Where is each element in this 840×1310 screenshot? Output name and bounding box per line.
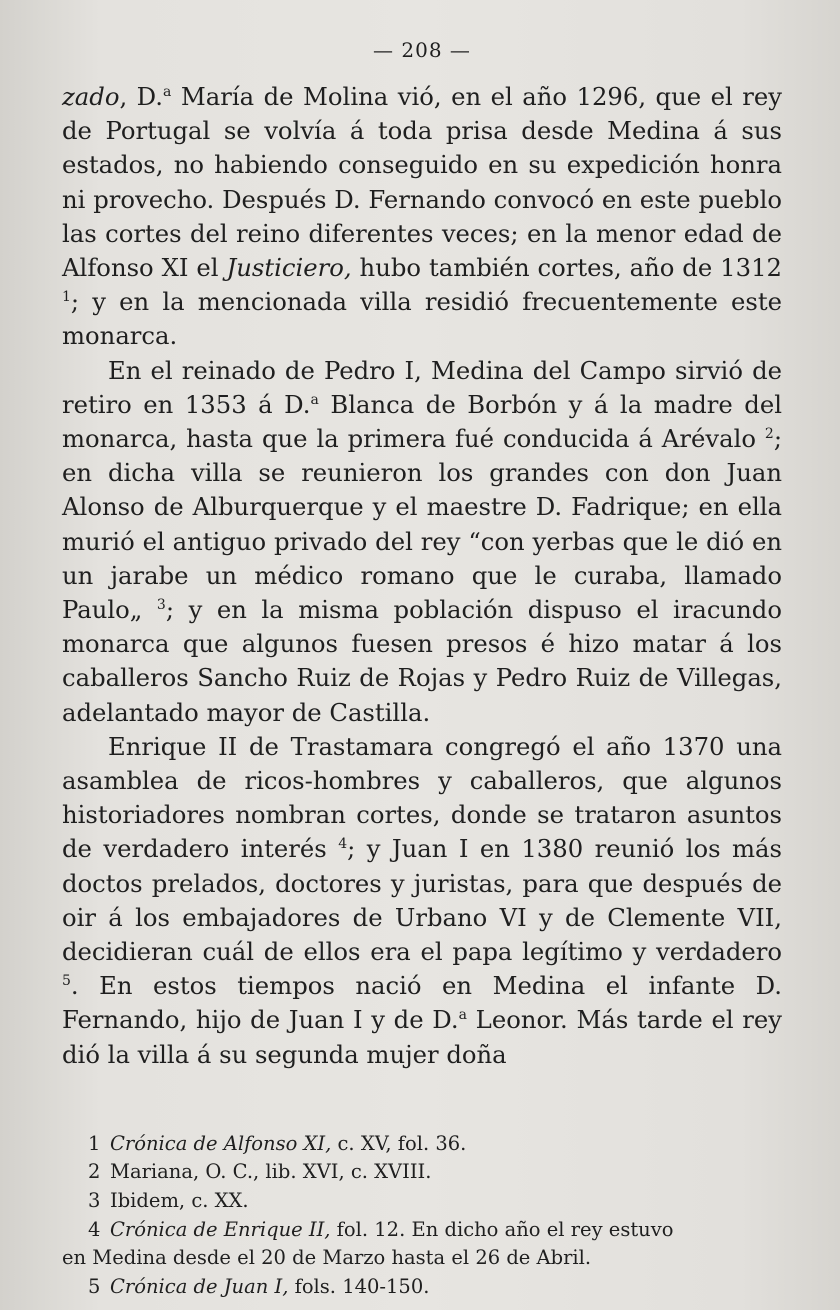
italic-text: zado [62,82,120,111]
text-run: hubo también cortes, año de 1312 [351,253,782,283]
footnote-5 [62,1273,782,1302]
paragraph-2 [62,354,782,730]
footnote-ref: a [458,1007,467,1024]
text-run: Ibidem, c. XX. [110,1189,249,1213]
body-text [62,80,782,1072]
text-run: . En estos tiempos nació en Medina el infante D. Fernando, hijo de Juan I y de D. [62,971,782,1035]
text-run: ; y en la misma población dispuso el iracundo monarca que algunos fuesen presos é hizo matar á los caballeros Sancho Ruiz de Rojas y Pedro Ruiz de Villegas, adelantado mayor de Castilla. [62,595,782,727]
paragraph-1 [62,80,782,354]
footnote-3 [62,1187,782,1216]
footnotes [62,1130,782,1302]
page-number: — 208 — [373,38,471,62]
footnote-ref: 1 [62,289,71,306]
footnote-ref: 5 [62,973,71,990]
footnote-ref: 4 [338,836,348,853]
text-run: Leonor. Más tarde el rey dió la villa á su segunda mujer doña [62,1005,783,1069]
italic-text: Justiciero, [226,253,352,283]
footnote-number: 1 [88,1131,101,1155]
text-run: Blanca de Borbón y á la madre del monarca, hasta que la primera fué conducida á Arévalo [62,389,782,454]
text-run: Enrique II de Trastamara congregó el año 1370 una asamblea de ricos-hombres y caballeros, que algunos historiadores nombran cortes, donde se trataron asuntos de verdadero interés [62,731,782,864]
footnote-4-continuation: en Medina desde el 20 de Marzo hasta el 26 de Abril. [62,1246,592,1270]
italic-text: Crónica de Juan I, [110,1274,289,1298]
footnote-ref: 3 [156,597,166,614]
text-run: ; en dicha villa se reunieron los grandes con don Juan Alonso de Alburquerque y el maestre D. Fadrique; en ella murió el antiguo privado del rey “con yerbas que le dió en un jarabe un médico romano que le curaba, llamado Paulo„ [62,424,782,625]
footnote-4 [62,1216,782,1245]
footnote-ref: a [310,391,319,408]
text-run: Mariana, O. C., lib. XVI, c. XVIII. [110,1160,432,1184]
footnote-ref: a [163,84,172,100]
footnote-number: 3 [88,1189,101,1213]
footnote-number: 5 [88,1274,101,1298]
footnote-ref: 2 [764,426,774,443]
text-run: fol. 12. En dicho año el rey estuvo [330,1217,674,1241]
text-run: fols. 140-150. [288,1274,430,1298]
footnote-1 [62,1130,782,1159]
text-run: ; y en la mencionada villa residió frecuentemente este monarca. [62,287,782,351]
footnote-number: 2 [88,1160,101,1184]
text-run: c. XV, fol. 36. [331,1131,467,1155]
text-run: María de Molina vió, en el año 1296, que el rey de Portugal se volvía á toda prisa desde Medina á sus estados, no habiendo conseguido en su expedición honra ni provecho. Después D. Fernando convocó en este pueblo las cortes del reino diferentes veces; en la menor edad de Alfonso XI el [62,82,782,283]
italic-text: Crónica de Alfonso XI, [110,1131,332,1155]
footnote-2 [62,1158,782,1187]
text-run: , D. [119,82,164,111]
text-run: ; y Juan I en 1380 reunió los más doctos prelados, doctores y juristas, para que después de oir á los embajadores de Urbano VI y de Clemente VII, decidieran cuál de ellos era el papa legítimo y verdadero [62,834,782,967]
paragraph-3 [62,730,782,1072]
footnote-number: 4 [88,1217,101,1241]
italic-text: Crónica de Enrique II, [110,1217,331,1241]
text-run: En el reinado de Pedro I, Medina del Campo sirvió de retiro en 1353 á D. [62,355,782,419]
